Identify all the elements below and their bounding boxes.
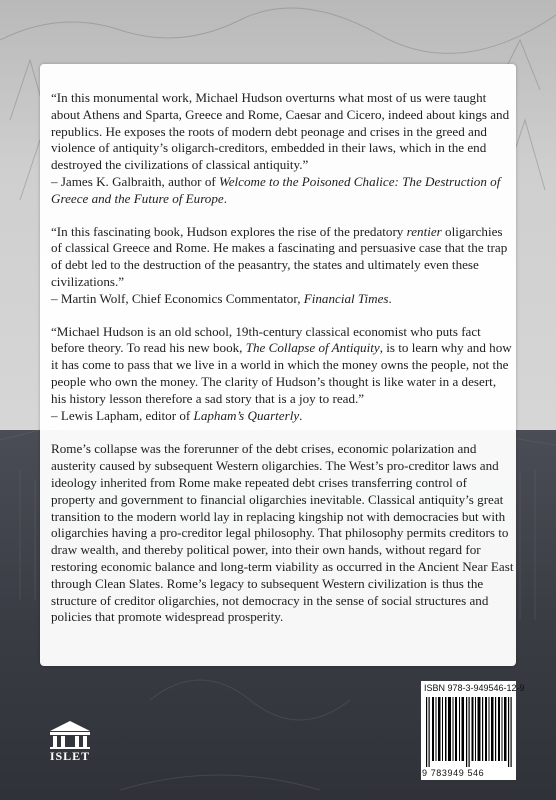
quote-attribution: – James K. Galbraith, author of <box>51 173 219 189</box>
quote-galbraith <box>51 90 514 208</box>
quote-attribution-work: Lapham’s Quarterly <box>193 407 300 423</box>
quote-attribution-end: . <box>388 290 392 306</box>
barcode-digits: 9 783949 546 <box>422 768 485 778</box>
quote-text: “Michael Hudson is an old school, 19th-century classical economist who puts fact before theory. To read his new book, <box>51 323 481 356</box>
quote-text-italic: The Collapse of Antiquity <box>245 340 380 356</box>
book-description: Rome’s collapse was the forerunner of the debt crises, economic polarization and austerity caused by subsequent Western oligarchies. The West’s pro-creditor laws and ideology inherited from Rome make repeated debt crises transferring control of property and government to financial oligarchies inevitable. Classical antiquity’s great transition to the modern world lay in replacing kingship not with democracies but with oligarchies having a pro-creditor legal philosophy. That philosophy permits creditors to draw wealth, and thereby political power, into their own hands, without regard for restoring economic balance and long-term viability as occurred in the Ancient Near East through Clean Slates. Rome’s legacy to subsequent Western civilization is thus the structure of creditor oligarchies, not democracy in the sense of social structures and policies that promote widespread prosperity. <box>51 441 514 625</box>
isbn-label: ISBN 978-3-949546-12-9 <box>424 683 525 693</box>
publisher-name: ISLET <box>49 749 91 763</box>
quote-attribution-work: Financial Times <box>303 290 389 306</box>
back-cover-text <box>51 90 514 626</box>
barcode-graphic <box>424 697 514 767</box>
quote-wolf <box>51 224 514 308</box>
quote-text: “In this fascinating book, Hudson explores the rise of the predatory <box>51 223 407 239</box>
quote-attribution-work: Welcome to the Poisoned Chalice: The Destruction of Greece and the Future of Europe <box>51 173 501 206</box>
quote-text-italic: rentier <box>406 223 442 239</box>
quote-attribution: – Lewis Lapham, editor of <box>51 407 194 423</box>
quote-attribution-end: . <box>223 190 227 206</box>
quote-lapham <box>51 324 514 425</box>
quote-attribution: – Martin Wolf, Chief Economics Commentator, <box>51 290 304 306</box>
quote-attribution-end: . <box>299 407 303 423</box>
quote-text: “In this monumental work, Michael Hudson overturns what most of us were taught about Athens and Sparta, Greece and Rome, Caesar and Cicero, indeed about kings and republics. He exposes the roots of modern debt peonage and crises in the greed and violence of antiquity’s oligarch-creditors, embedded in their laws, which in the end destroyed the civilizations of classical antiquity.” <box>51 90 510 173</box>
quote-text-cont: , is to learn why and how it has come to pass that we live in a world in which the money owns the people, not the people who own the money. The clarity of Hudson’s thought is like water in a desert, his history lesson therefore a sad story that is a joy to read.” <box>51 340 512 406</box>
quote-text-cont: oligarchies of classical Greece and Rome. He makes a fascinating and persuasive case that the trap of debt led to the destruction of the peasantry, the states and ultimately even these civilizations.” <box>51 223 508 289</box>
